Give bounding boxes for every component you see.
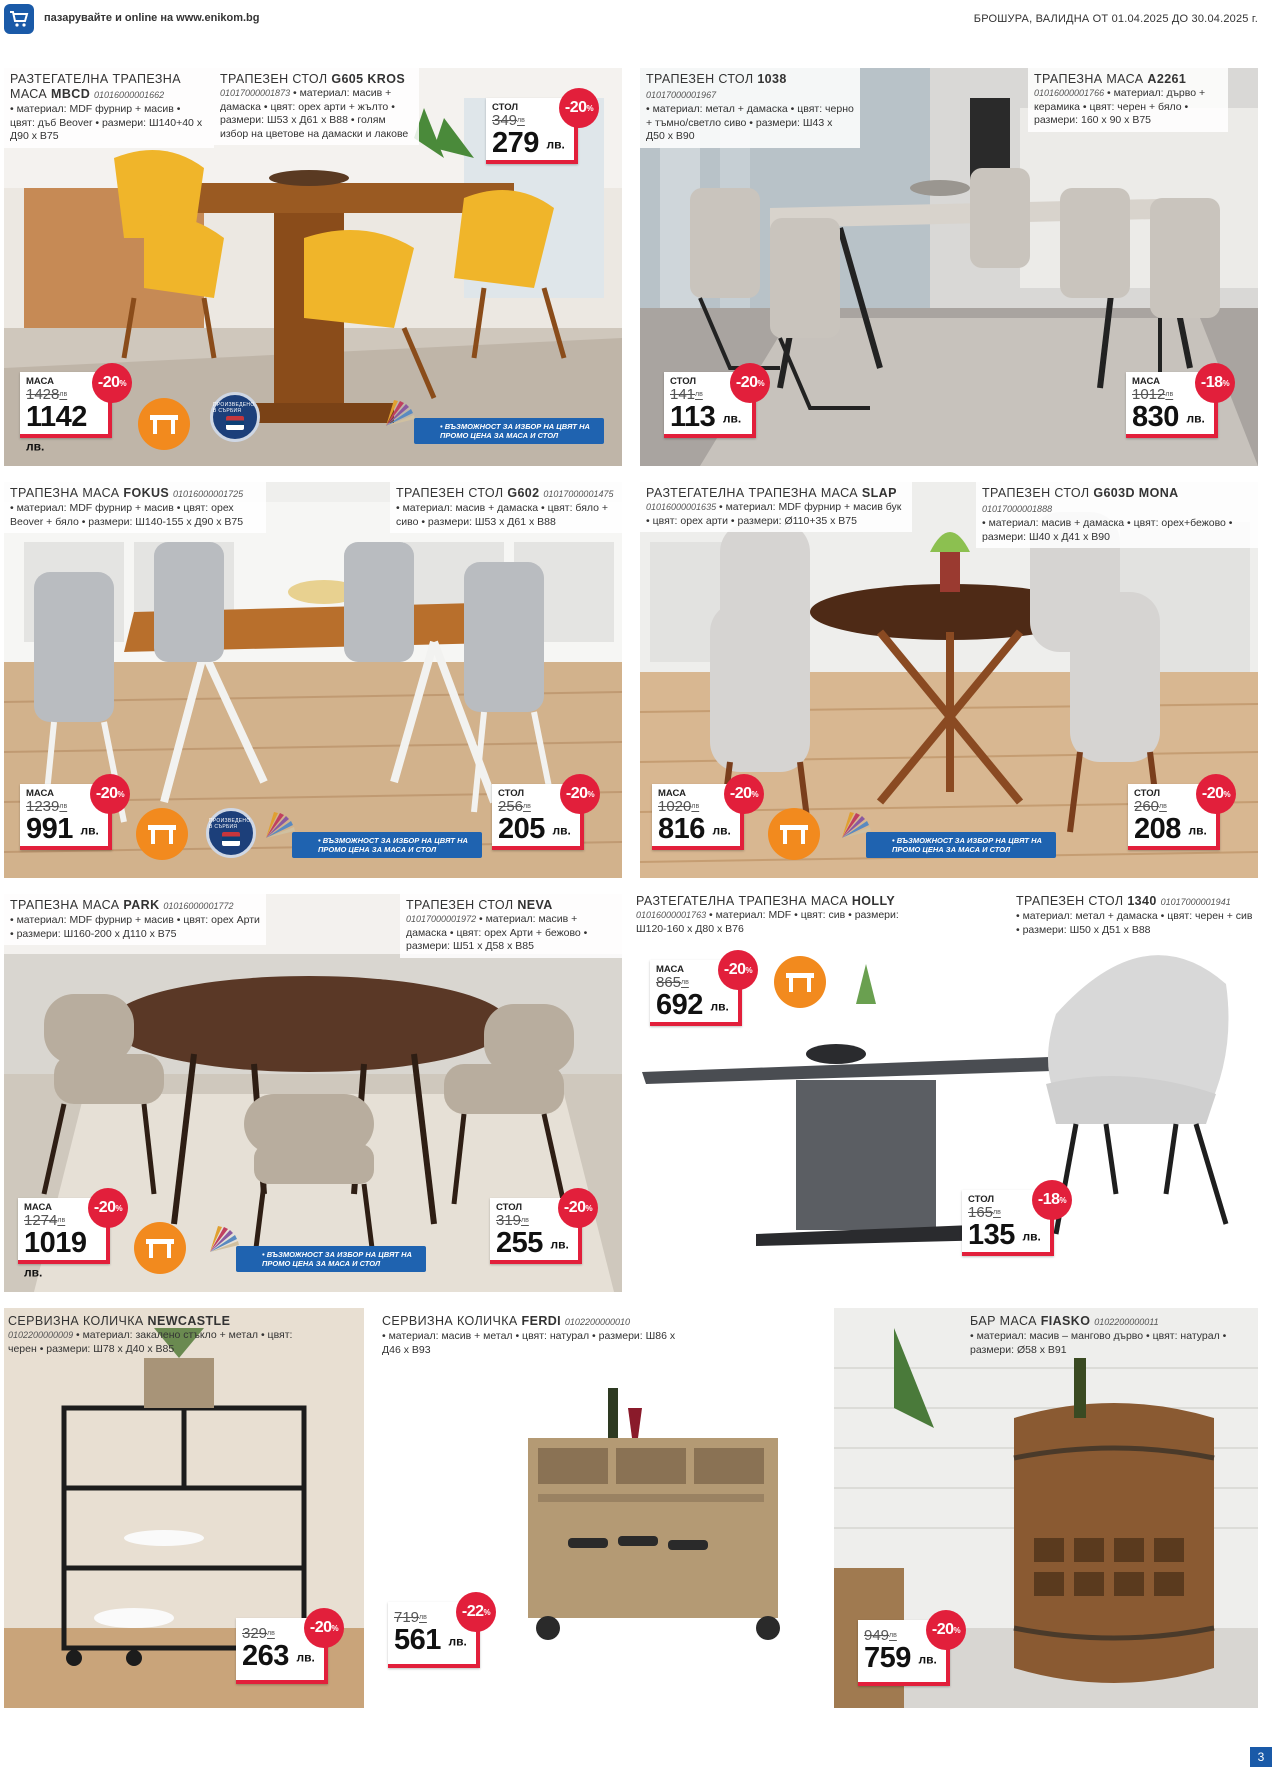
page-number: 3: [1250, 1747, 1272, 1767]
extendable-table-icon: [136, 808, 188, 860]
color-choice-note: • ВЪЗМОЖНОСТ ЗА ИЗБОР НА ЦВЯТ НА ПРОМО ЦЕНА ЗА МАСА И СТОЛ: [236, 1246, 426, 1272]
discount-badge-ferdi: -22 %: [456, 1592, 496, 1632]
discount-badge-fokus: -20 %: [90, 774, 130, 814]
discount-badge-neva: -20 %: [558, 1188, 598, 1228]
panel-1038-a2261: [640, 68, 1258, 466]
price-box-a2261: МАСА $1012^{лв}$ 830 лв.: [1126, 372, 1218, 438]
discount-badge-1340: -18 %: [1032, 1180, 1072, 1220]
price-box-kros: СТОЛ $349^{лв}$ 279 лв.: [486, 98, 578, 164]
panel-mbcd-kros: [4, 68, 622, 466]
discount-badge-fiasko: -20 %: [926, 1610, 966, 1650]
product-1340-text: ТРАПЕЗЕН СТОЛ 1340 01017000001941 • материал: метал + дамаска • цвят: черен + сив • размери: Ш50 х Д51 х В88: [1016, 894, 1253, 936]
price-box-fokus: МАСА $1239^{лв}$ 991 лв.: [20, 784, 112, 850]
discount-badge-holly: -20 %: [718, 950, 758, 990]
price-box-slap: МАСА $1020^{лв}$ 816 лв.: [652, 784, 744, 850]
product-park-text: ТРАПЕЗНА МАСА PARK 01016000001772 • материал: MDF фурнир + масив • цвят: орех Арти • размери: Ш160-200 х Д110 х В75: [4, 894, 266, 945]
product-mona-text: ТРАПЕЗЕН СТОЛ G603D MONA 01017000001888 • материал: масив + дамаска • цвят: орех+бежово • размери: Ш40 х Д41 х В90: [976, 482, 1258, 548]
extendable-table-icon: [774, 956, 826, 1008]
product-fokus-text: ТРАПЕЗНА МАСА FOKUS 01016000001725 • материал: MDF фурнир + масив • цвят: орех Beover + бяло • размери: Ш140-155 х Д90 х В75: [4, 482, 266, 533]
discount-badge-1038: -20 %: [730, 363, 770, 403]
product-a2261-text: ТРАПЕЗНА МАСА A2261 01016000001766 • материал: дърво + керамика • цвят: черен + бяло • размери: 160 х 90 х В75: [1028, 68, 1228, 132]
price-box-mona: СТОЛ $260^{лв}$ 208 лв.: [1128, 784, 1220, 850]
product-kros-text: ТРАПЕЗЕН СТОЛ G605 KROS 01017000001873 • материал: масив + дамаска • цвят: орех арти + жълто • размери: Ш53 х Д61 х В88 • голям избор на цветове на дамаски и лакове: [214, 68, 419, 145]
product-slap-text: РАЗТЕГАТЕЛНА ТРАПЕЗНА МАСА SLAP 01016000001635 • материал: MDF фурнир + масив бук • цвят: орех арти • размери: Ø110+35 х В75: [640, 482, 912, 532]
panel-holly-1340: [636, 894, 1258, 1292]
product-1038-text: ТРАПЕЗЕН СТОЛ 1038 01017000001967 • материал: метал + дамаска • цвят: черно + тъмно/светло сиво • размери: Ш43 х Д50 х В90: [640, 68, 860, 148]
product-newcastle-text: СЕРВИЗНА КОЛИЧКА NEWCASTLE 0102200000009 • материал: закалено стъкло + метал • цвят: черен • размери: Ш78 х Д40 х В85: [8, 1314, 293, 1355]
extendable-table-icon: [138, 398, 190, 450]
cart-icon[interactable]: [4, 4, 34, 34]
panel-park-neva: [4, 894, 622, 1292]
discount-badge-park: -20 %: [88, 1188, 128, 1228]
product-g602-text: ТРАПЕЗЕН СТОЛ G602 01017000001475 • материал: масив + дамаска • цвят: бяло + сиво • размери: Ш53 х Д61 х В88: [390, 482, 622, 533]
discount-badge-a2261: -18 %: [1195, 363, 1235, 403]
price-box-ferdi: $719^{лв}$ 561 лв.: [388, 1602, 480, 1668]
discount-badge-kros: -20 %: [559, 88, 599, 128]
panel-fokus-g602: [4, 482, 622, 878]
price-box-neva: СТОЛ $319^{лв}$ 255 лв.: [490, 1198, 582, 1264]
price-box-park: МАСА $1274^{лв}$ 1019 лв.: [18, 1198, 110, 1264]
price-box-mbcd: МАСА $1428^{лв}$ 1142 лв.: [20, 372, 112, 438]
discount-badge-mona: -20 %: [1196, 774, 1236, 814]
color-choice-note: • ВЪЗМОЖНОСТ ЗА ИЗБОР НА ЦВЯТ НА ПРОМО ЦЕНА ЗА МАСА И СТОЛ: [414, 418, 604, 444]
extendable-table-icon: [768, 808, 820, 860]
price-box-g602: СТОЛ $256^{лв}$ 205 лв.: [492, 784, 584, 850]
discount-badge-mbcd: -20 %: [92, 363, 132, 403]
price-box-1038: СТОЛ $141^{лв}$ 113 лв.: [664, 372, 756, 438]
panel-newcastle: [4, 1308, 364, 1708]
price-box-fiasko: $949^{лв}$ 759 лв.: [858, 1620, 950, 1686]
panel-slap-mona: [640, 482, 1258, 878]
product-mbcd-text: РАЗТЕГАТЕЛНА ТРАПЕЗНА МАСА MBCD 01016000001662 • материал: MDF фурнир + масив • цвят: дъб Beover • размери: Ш140+40 х Д90 х В75: [4, 68, 214, 148]
discount-badge-newcastle: -20 %: [304, 1608, 344, 1648]
panel-ferdi: [378, 1308, 824, 1708]
discount-badge-g602: -20 %: [560, 774, 600, 814]
product-neva-text: ТРАПЕЗЕН СТОЛ NEVA 01017000001972 • материал: масив + дамаска • цвят: орех Арти + бежово • размери: Ш51 х Д58 х В85: [400, 894, 622, 958]
panel-fiasko: [834, 1308, 1258, 1708]
made-in-serbia-seal: ПРОИЗВЕДЕНО В СЪРБИЯ: [210, 392, 260, 442]
extendable-table-icon: [134, 1222, 186, 1274]
color-choice-note: • ВЪЗМОЖНОСТ ЗА ИЗБОР НА ЦВЯТ НА ПРОМО ЦЕНА ЗА МАСА И СТОЛ: [866, 832, 1056, 858]
product-fiasko-text: БАР МАСА FIASKO 0102200000011 • материал: масив – манговo дърво • цвят: натурал • размери: Ø58 х В91: [970, 1314, 1227, 1356]
price-box-holly: МАСА $865^{лв}$ 692 лв.: [650, 960, 742, 1026]
price-box-1340: СТОЛ $165^{лв}$ 135 лв.: [962, 1190, 1054, 1256]
color-choice-note: • ВЪЗМОЖНОСТ ЗА ИЗБОР НА ЦВЯТ НА ПРОМО ЦЕНА ЗА МАСА И СТОЛ: [292, 832, 482, 858]
product-holly-text: РАЗТЕГАТЕЛНА ТРАПЕЗНА МАСА HOLLY 01016000001763 • материал: MDF • цвят: сив • размери: Ш120-160 х Д80 х В76: [636, 894, 899, 935]
price-box-newcastle: $329^{лв}$ 263 лв.: [236, 1618, 328, 1684]
made-in-serbia-seal: ПРОИЗВЕДЕНО В СЪРБИЯ: [206, 808, 256, 858]
shop-online-text[interactable]: пазарувайте и online на www.enikom.bg: [44, 12, 260, 24]
validity-text: БРОШУРА, ВАЛИДНА ОТ 01.04.2025 ДО 30.04.2025 г.: [973, 13, 1258, 25]
product-ferdi-text: СЕРВИЗНА КОЛИЧКА FERDI 0102200000010 • материал: масив + метал • цвят: натурал • размери: Ш86 х Д46 х В93: [382, 1314, 676, 1356]
discount-badge-slap: -20 %: [724, 774, 764, 814]
